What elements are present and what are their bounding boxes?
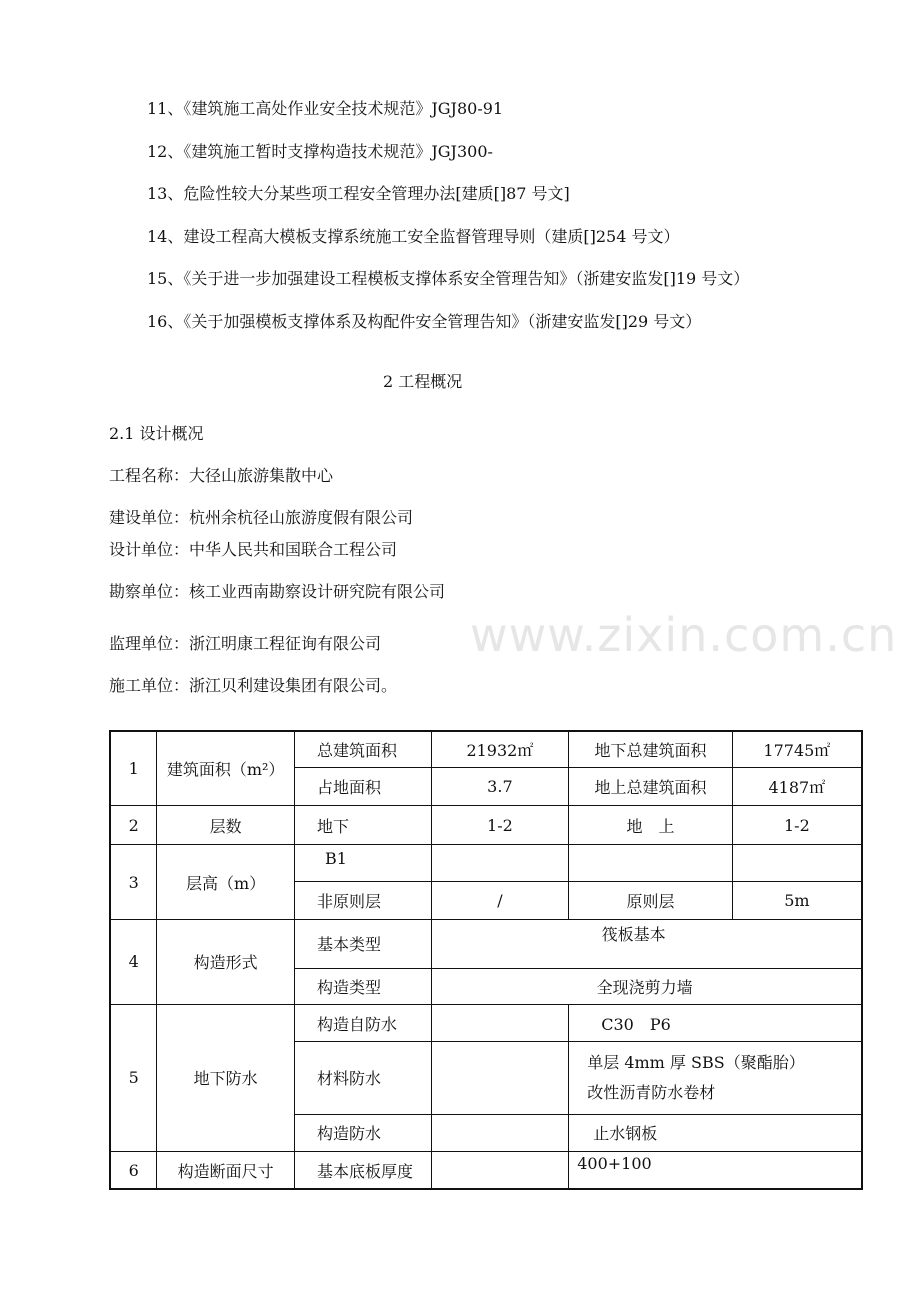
value-cell: 止水钢板 (569, 1114, 862, 1151)
label-cell: 构造类型 (294, 968, 431, 1004)
label-cell: 占地面积 (294, 767, 431, 805)
row-number: 1 (110, 731, 157, 806)
label-cell: 构造防水 (294, 1114, 431, 1151)
row-number: 3 (110, 845, 157, 920)
empty-cell (431, 1004, 569, 1041)
reference-item-14: 14、建设工程高大模板支撑系统施工安全监督管理导则（建质[]254 号文） (147, 227, 680, 246)
row-number: 6 (110, 1152, 157, 1189)
value-cell: 5m (732, 881, 862, 919)
category-cell: 层高（m） (157, 845, 295, 920)
empty-cell (569, 845, 733, 881)
empty-cell (431, 1042, 569, 1115)
row-number: 5 (110, 1004, 157, 1151)
design-overview-table (109, 730, 863, 1190)
category-cell: 层数 (157, 806, 295, 845)
value-cell (569, 1042, 862, 1115)
label-cell: 基本类型 (294, 920, 431, 968)
reference-item-11: 11、《建筑施工高处作业安全技术规范》JGJ80-91 (147, 99, 504, 118)
label-cell: 地下 (294, 806, 431, 845)
empty-cell (732, 845, 862, 881)
info-project-name: 工程名称：大径山旅游集散中心 (109, 466, 334, 485)
info-supervision-unit: 监理单位：浙江明康工程征询有限公司 (109, 634, 382, 653)
label-cell: 地 上 (569, 806, 733, 845)
value-cell: 筏板基本 (431, 920, 862, 968)
reference-item-13: 13、危险性较大分某些项工程安全管理办法[建质[]87 号文] (147, 184, 570, 203)
value-cell: 4187㎡ (732, 767, 862, 805)
value-cell: 17745㎡ (732, 731, 862, 767)
subsection-title: 2.1 设计概况 (109, 424, 204, 443)
empty-cell (431, 1114, 569, 1151)
row-number: 2 (110, 806, 157, 845)
label-cell: 材料防水 (294, 1042, 431, 1115)
label-cell: 总建筑面积 (294, 731, 431, 767)
info-survey-unit: 勘察单位：核工业西南勘察设计研究院有限公司 (109, 582, 446, 601)
watermark: www.zixin.com.cn (470, 608, 898, 662)
row-number: 4 (110, 920, 157, 1005)
label-cell: 原则层 (569, 881, 733, 919)
label-cell: 地下总建筑面积 (569, 731, 733, 767)
value-cell: 1-2 (431, 806, 569, 845)
category-cell: 构造形式 (157, 920, 295, 1005)
value-cell: 400+100 (569, 1152, 862, 1189)
section-title: 2 工程概况 (383, 372, 463, 391)
label-cell: 基本底板厚度 (294, 1152, 431, 1189)
category-cell: 建筑面积（m²） (157, 731, 295, 806)
category-cell: 地下防水 (157, 1004, 295, 1151)
label-cell: 构造自防水 (294, 1004, 431, 1041)
empty-cell (431, 1152, 569, 1189)
reference-item-16: 16、《关于加强模板支撑体系及构配件安全管理告知》（浙建安监发[]29 号文） (147, 312, 702, 331)
label-cell: 地上总建筑面积 (569, 767, 733, 805)
value-cell: / (431, 881, 569, 919)
value-cell: C30 P6 (569, 1004, 862, 1041)
value-cell: 3.7 (431, 767, 569, 805)
value-line: 单层 4mm 厚 SBS（聚酯胎） (587, 1052, 805, 1072)
label-cell: 非原则层 (294, 881, 431, 919)
value-cell: 1-2 (732, 806, 862, 845)
value-cell: 21932㎡ (431, 731, 569, 767)
empty-cell (431, 845, 569, 881)
category-cell: 构造断面尺寸 (157, 1152, 295, 1189)
info-design-unit: 设计单位：中华人民共和国联合工程公司 (109, 540, 398, 559)
info-construction-unit: 建设单位：杭州余杭径山旅游度假有限公司 (109, 508, 414, 527)
reference-item-15: 15、《关于进一步加强建设工程模板支撑体系安全管理告知》（浙建安监发[]19 号文） (147, 269, 750, 288)
value-line: 改性沥青防水卷材 (587, 1082, 716, 1102)
info-builder-unit: 施工单位：浙江贝利建设集团有限公司。 (109, 676, 398, 695)
value-cell: 全现浇剪力墙 (431, 968, 862, 1004)
label-cell: B1 (294, 845, 431, 881)
reference-item-12: 12、《建筑施工暂时支撑构造技术规范》JGJ300- (147, 142, 493, 161)
